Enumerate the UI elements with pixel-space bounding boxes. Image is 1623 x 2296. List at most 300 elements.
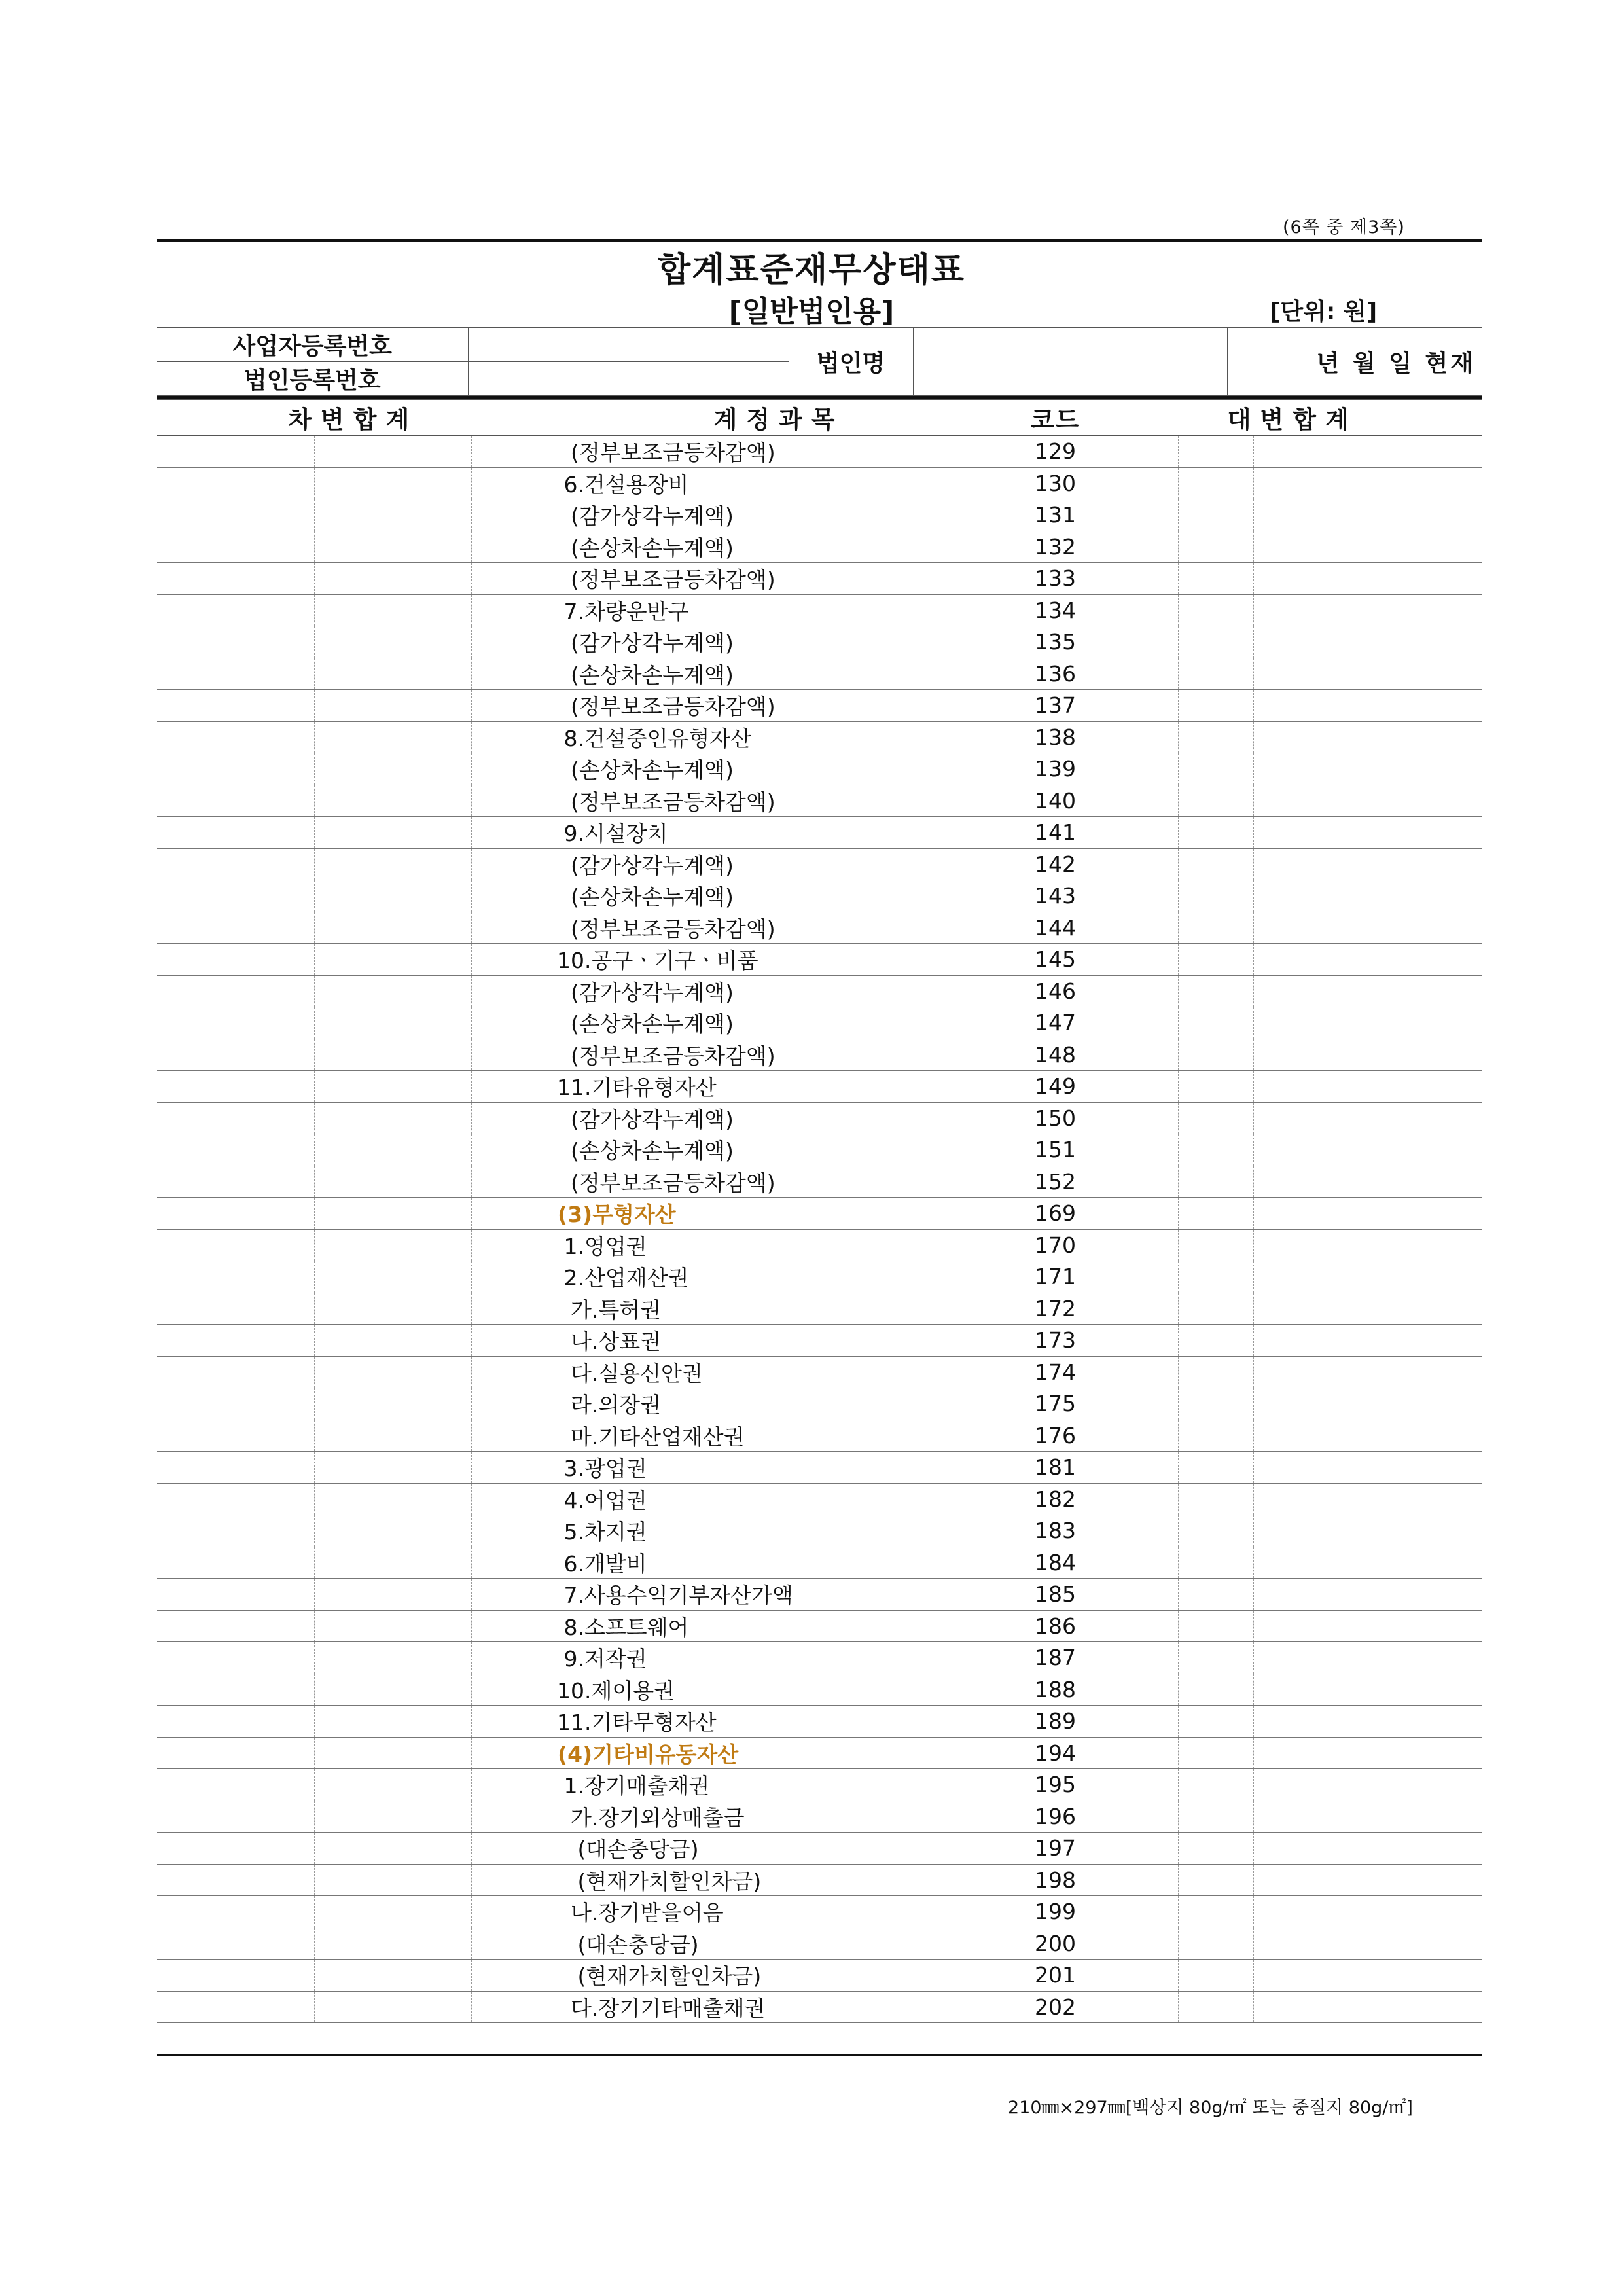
credit-amount-cell[interactable]	[1103, 1864, 1178, 1896]
debit-amount-cell[interactable]	[314, 1325, 393, 1357]
credit-amount-cell[interactable]	[1329, 1769, 1404, 1801]
credit-amount-cell[interactable]	[1178, 880, 1253, 912]
credit-amount-cell[interactable]	[1329, 531, 1404, 563]
credit-amount-cell[interactable]	[1178, 817, 1253, 849]
credit-amount-cell[interactable]	[1253, 594, 1329, 626]
credit-amount-cell[interactable]	[1103, 1642, 1178, 1674]
debit-amount-cell[interactable]	[236, 1960, 314, 1992]
credit-amount-cell[interactable]	[1253, 531, 1329, 563]
debit-amount-cell[interactable]	[471, 1388, 550, 1420]
debit-amount-cell[interactable]	[157, 626, 236, 658]
debit-amount-cell[interactable]	[157, 594, 236, 626]
credit-amount-cell[interactable]	[1404, 1134, 1482, 1166]
credit-amount-cell[interactable]	[1178, 1325, 1253, 1357]
debit-amount-cell[interactable]	[314, 817, 393, 849]
credit-amount-cell[interactable]	[1404, 1610, 1482, 1642]
debit-amount-cell[interactable]	[236, 594, 314, 626]
debit-amount-cell[interactable]	[314, 467, 393, 499]
credit-amount-cell[interactable]	[1329, 1483, 1404, 1515]
credit-amount-cell[interactable]	[1404, 975, 1482, 1007]
debit-amount-cell[interactable]	[314, 1039, 393, 1071]
credit-amount-cell[interactable]	[1178, 785, 1253, 817]
credit-amount-cell[interactable]	[1404, 1420, 1482, 1452]
credit-amount-cell[interactable]	[1404, 436, 1482, 468]
debit-amount-cell[interactable]	[471, 1293, 550, 1325]
debit-amount-cell[interactable]	[236, 1737, 314, 1769]
debit-amount-cell[interactable]	[157, 975, 236, 1007]
debit-amount-cell[interactable]	[471, 563, 550, 595]
credit-amount-cell[interactable]	[1103, 1452, 1178, 1484]
credit-amount-cell[interactable]	[1404, 944, 1482, 976]
credit-amount-cell[interactable]	[1103, 1579, 1178, 1611]
credit-amount-cell[interactable]	[1404, 1801, 1482, 1833]
debit-amount-cell[interactable]	[157, 1166, 236, 1198]
debit-amount-cell[interactable]	[314, 1007, 393, 1039]
credit-amount-cell[interactable]	[1329, 1515, 1404, 1547]
debit-amount-cell[interactable]	[157, 1071, 236, 1103]
credit-amount-cell[interactable]	[1178, 1166, 1253, 1198]
credit-amount-cell[interactable]	[1103, 1991, 1178, 2023]
debit-amount-cell[interactable]	[393, 721, 471, 753]
credit-amount-cell[interactable]	[1253, 1356, 1329, 1388]
debit-amount-cell[interactable]	[236, 1198, 314, 1230]
credit-amount-cell[interactable]	[1253, 436, 1329, 468]
credit-amount-cell[interactable]	[1404, 658, 1482, 690]
credit-amount-cell[interactable]	[1329, 1134, 1404, 1166]
credit-amount-cell[interactable]	[1253, 1388, 1329, 1420]
debit-amount-cell[interactable]	[471, 531, 550, 563]
credit-amount-cell[interactable]	[1253, 1102, 1329, 1134]
debit-amount-cell[interactable]	[314, 1547, 393, 1579]
debit-amount-cell[interactable]	[157, 1706, 236, 1738]
credit-amount-cell[interactable]	[1103, 721, 1178, 753]
credit-amount-cell[interactable]	[1103, 1737, 1178, 1769]
credit-amount-cell[interactable]	[1253, 626, 1329, 658]
debit-amount-cell[interactable]	[236, 1039, 314, 1071]
credit-amount-cell[interactable]	[1103, 1547, 1178, 1579]
credit-amount-cell[interactable]	[1329, 1833, 1404, 1865]
credit-amount-cell[interactable]	[1103, 1896, 1178, 1928]
debit-amount-cell[interactable]	[236, 1991, 314, 2023]
debit-amount-cell[interactable]	[471, 1674, 550, 1706]
credit-amount-cell[interactable]	[1329, 880, 1404, 912]
debit-amount-cell[interactable]	[393, 753, 471, 785]
credit-amount-cell[interactable]	[1253, 1864, 1329, 1896]
credit-amount-cell[interactable]	[1329, 1579, 1404, 1611]
credit-amount-cell[interactable]	[1178, 975, 1253, 1007]
debit-amount-cell[interactable]	[314, 1610, 393, 1642]
debit-amount-cell[interactable]	[393, 975, 471, 1007]
debit-amount-cell[interactable]	[471, 690, 550, 722]
debit-amount-cell[interactable]	[393, 1991, 471, 2023]
credit-amount-cell[interactable]	[1178, 436, 1253, 468]
credit-amount-cell[interactable]	[1404, 1039, 1482, 1071]
debit-amount-cell[interactable]	[157, 1325, 236, 1357]
debit-amount-cell[interactable]	[393, 1166, 471, 1198]
credit-amount-cell[interactable]	[1253, 467, 1329, 499]
debit-amount-cell[interactable]	[236, 1706, 314, 1738]
credit-amount-cell[interactable]	[1404, 817, 1482, 849]
credit-amount-cell[interactable]	[1253, 848, 1329, 880]
credit-amount-cell[interactable]	[1178, 721, 1253, 753]
credit-amount-cell[interactable]	[1253, 1928, 1329, 1960]
debit-amount-cell[interactable]	[236, 1864, 314, 1896]
credit-amount-cell[interactable]	[1178, 626, 1253, 658]
credit-amount-cell[interactable]	[1329, 1071, 1404, 1103]
credit-amount-cell[interactable]	[1178, 1293, 1253, 1325]
credit-amount-cell[interactable]	[1404, 912, 1482, 944]
debit-amount-cell[interactable]	[236, 1388, 314, 1420]
debit-amount-cell[interactable]	[314, 1960, 393, 1992]
credit-amount-cell[interactable]	[1404, 594, 1482, 626]
credit-amount-cell[interactable]	[1103, 467, 1178, 499]
credit-amount-cell[interactable]	[1253, 1071, 1329, 1103]
credit-amount-cell[interactable]	[1178, 1452, 1253, 1484]
debit-amount-cell[interactable]	[471, 1960, 550, 1992]
credit-amount-cell[interactable]	[1178, 1515, 1253, 1547]
credit-amount-cell[interactable]	[1404, 1198, 1482, 1230]
credit-amount-cell[interactable]	[1103, 1610, 1178, 1642]
credit-amount-cell[interactable]	[1253, 880, 1329, 912]
credit-amount-cell[interactable]	[1329, 721, 1404, 753]
credit-amount-cell[interactable]	[1404, 1102, 1482, 1134]
debit-amount-cell[interactable]	[471, 880, 550, 912]
debit-amount-cell[interactable]	[236, 848, 314, 880]
credit-amount-cell[interactable]	[1103, 499, 1178, 531]
debit-amount-cell[interactable]	[314, 1991, 393, 2023]
debit-amount-cell[interactable]	[157, 944, 236, 976]
debit-amount-cell[interactable]	[393, 912, 471, 944]
debit-amount-cell[interactable]	[157, 1674, 236, 1706]
debit-amount-cell[interactable]	[314, 880, 393, 912]
debit-amount-cell[interactable]	[314, 1706, 393, 1738]
debit-amount-cell[interactable]	[314, 436, 393, 468]
credit-amount-cell[interactable]	[1329, 1737, 1404, 1769]
debit-amount-cell[interactable]	[314, 563, 393, 595]
credit-amount-cell[interactable]	[1329, 626, 1404, 658]
credit-amount-cell[interactable]	[1103, 594, 1178, 626]
credit-amount-cell[interactable]	[1329, 1452, 1404, 1484]
credit-amount-cell[interactable]	[1253, 912, 1329, 944]
credit-amount-cell[interactable]	[1178, 1356, 1253, 1388]
credit-amount-cell[interactable]	[1253, 1706, 1329, 1738]
debit-amount-cell[interactable]	[314, 1420, 393, 1452]
credit-amount-cell[interactable]	[1178, 753, 1253, 785]
debit-amount-cell[interactable]	[393, 658, 471, 690]
debit-amount-cell[interactable]	[314, 721, 393, 753]
debit-amount-cell[interactable]	[314, 1229, 393, 1261]
debit-amount-cell[interactable]	[236, 1261, 314, 1293]
credit-amount-cell[interactable]	[1178, 594, 1253, 626]
credit-amount-cell[interactable]	[1178, 1102, 1253, 1134]
debit-amount-cell[interactable]	[471, 658, 550, 690]
credit-amount-cell[interactable]	[1329, 436, 1404, 468]
debit-amount-cell[interactable]	[157, 1896, 236, 1928]
debit-amount-cell[interactable]	[157, 1039, 236, 1071]
debit-amount-cell[interactable]	[157, 467, 236, 499]
debit-amount-cell[interactable]	[471, 1261, 550, 1293]
debit-amount-cell[interactable]	[314, 1801, 393, 1833]
debit-amount-cell[interactable]	[471, 753, 550, 785]
corp-name-input[interactable]	[913, 328, 1227, 396]
credit-amount-cell[interactable]	[1404, 1007, 1482, 1039]
credit-amount-cell[interactable]	[1329, 944, 1404, 976]
credit-amount-cell[interactable]	[1178, 1198, 1253, 1230]
credit-amount-cell[interactable]	[1404, 1515, 1482, 1547]
credit-amount-cell[interactable]	[1404, 1991, 1482, 2023]
debit-amount-cell[interactable]	[471, 1198, 550, 1230]
debit-amount-cell[interactable]	[393, 1706, 471, 1738]
debit-amount-cell[interactable]	[314, 1579, 393, 1611]
credit-amount-cell[interactable]	[1178, 1737, 1253, 1769]
credit-amount-cell[interactable]	[1178, 563, 1253, 595]
credit-amount-cell[interactable]	[1404, 499, 1482, 531]
credit-amount-cell[interactable]	[1253, 1960, 1329, 1992]
debit-amount-cell[interactable]	[393, 499, 471, 531]
credit-amount-cell[interactable]	[1103, 658, 1178, 690]
debit-amount-cell[interactable]	[314, 944, 393, 976]
credit-amount-cell[interactable]	[1404, 721, 1482, 753]
debit-amount-cell[interactable]	[471, 1007, 550, 1039]
debit-amount-cell[interactable]	[236, 467, 314, 499]
debit-amount-cell[interactable]	[157, 785, 236, 817]
debit-amount-cell[interactable]	[471, 848, 550, 880]
credit-amount-cell[interactable]	[1404, 1388, 1482, 1420]
debit-amount-cell[interactable]	[314, 658, 393, 690]
debit-amount-cell[interactable]	[393, 880, 471, 912]
credit-amount-cell[interactable]	[1178, 1833, 1253, 1865]
credit-amount-cell[interactable]	[1103, 1833, 1178, 1865]
credit-amount-cell[interactable]	[1178, 1706, 1253, 1738]
credit-amount-cell[interactable]	[1253, 1261, 1329, 1293]
credit-amount-cell[interactable]	[1329, 1896, 1404, 1928]
credit-amount-cell[interactable]	[1103, 975, 1178, 1007]
credit-amount-cell[interactable]	[1253, 1039, 1329, 1071]
credit-amount-cell[interactable]	[1103, 1801, 1178, 1833]
credit-amount-cell[interactable]	[1329, 1293, 1404, 1325]
corp-reg-input[interactable]	[468, 362, 789, 396]
credit-amount-cell[interactable]	[1329, 1261, 1404, 1293]
credit-amount-cell[interactable]	[1178, 1547, 1253, 1579]
debit-amount-cell[interactable]	[157, 1960, 236, 1992]
credit-amount-cell[interactable]	[1404, 1737, 1482, 1769]
credit-amount-cell[interactable]	[1404, 626, 1482, 658]
credit-amount-cell[interactable]	[1404, 1229, 1482, 1261]
debit-amount-cell[interactable]	[157, 817, 236, 849]
debit-amount-cell[interactable]	[393, 467, 471, 499]
debit-amount-cell[interactable]	[314, 1134, 393, 1166]
debit-amount-cell[interactable]	[157, 499, 236, 531]
credit-amount-cell[interactable]	[1404, 753, 1482, 785]
credit-amount-cell[interactable]	[1253, 817, 1329, 849]
debit-amount-cell[interactable]	[157, 436, 236, 468]
credit-amount-cell[interactable]	[1404, 1928, 1482, 1960]
debit-amount-cell[interactable]	[471, 1737, 550, 1769]
credit-amount-cell[interactable]	[1253, 721, 1329, 753]
debit-amount-cell[interactable]	[314, 975, 393, 1007]
debit-amount-cell[interactable]	[236, 436, 314, 468]
biz-reg-input[interactable]	[468, 328, 789, 362]
debit-amount-cell[interactable]	[314, 848, 393, 880]
credit-amount-cell[interactable]	[1103, 1071, 1178, 1103]
debit-amount-cell[interactable]	[236, 1547, 314, 1579]
debit-amount-cell[interactable]	[471, 1991, 550, 2023]
credit-amount-cell[interactable]	[1404, 1547, 1482, 1579]
credit-amount-cell[interactable]	[1178, 1642, 1253, 1674]
debit-amount-cell[interactable]	[393, 1864, 471, 1896]
credit-amount-cell[interactable]	[1178, 1229, 1253, 1261]
credit-amount-cell[interactable]	[1329, 1674, 1404, 1706]
debit-amount-cell[interactable]	[314, 1102, 393, 1134]
debit-amount-cell[interactable]	[157, 1547, 236, 1579]
credit-amount-cell[interactable]	[1329, 1007, 1404, 1039]
debit-amount-cell[interactable]	[157, 1293, 236, 1325]
credit-amount-cell[interactable]	[1103, 563, 1178, 595]
debit-amount-cell[interactable]	[471, 1896, 550, 1928]
credit-amount-cell[interactable]	[1178, 1960, 1253, 1992]
credit-amount-cell[interactable]	[1329, 1420, 1404, 1452]
credit-amount-cell[interactable]	[1103, 1515, 1178, 1547]
debit-amount-cell[interactable]	[236, 1896, 314, 1928]
debit-amount-cell[interactable]	[236, 1801, 314, 1833]
debit-amount-cell[interactable]	[157, 1420, 236, 1452]
credit-amount-cell[interactable]	[1103, 1420, 1178, 1452]
credit-amount-cell[interactable]	[1103, 531, 1178, 563]
credit-amount-cell[interactable]	[1404, 1325, 1482, 1357]
credit-amount-cell[interactable]	[1404, 1356, 1482, 1388]
credit-amount-cell[interactable]	[1178, 944, 1253, 976]
credit-amount-cell[interactable]	[1404, 1706, 1482, 1738]
debit-amount-cell[interactable]	[393, 1420, 471, 1452]
debit-amount-cell[interactable]	[314, 1388, 393, 1420]
debit-amount-cell[interactable]	[393, 1801, 471, 1833]
debit-amount-cell[interactable]	[471, 1579, 550, 1611]
debit-amount-cell[interactable]	[471, 1420, 550, 1452]
credit-amount-cell[interactable]	[1253, 1007, 1329, 1039]
debit-amount-cell[interactable]	[471, 1483, 550, 1515]
debit-amount-cell[interactable]	[236, 817, 314, 849]
debit-amount-cell[interactable]	[236, 721, 314, 753]
debit-amount-cell[interactable]	[314, 594, 393, 626]
credit-amount-cell[interactable]	[1103, 880, 1178, 912]
debit-amount-cell[interactable]	[393, 1833, 471, 1865]
debit-amount-cell[interactable]	[471, 1071, 550, 1103]
debit-amount-cell[interactable]	[393, 1547, 471, 1579]
debit-amount-cell[interactable]	[236, 1134, 314, 1166]
credit-amount-cell[interactable]	[1103, 1325, 1178, 1357]
debit-amount-cell[interactable]	[471, 499, 550, 531]
credit-amount-cell[interactable]	[1178, 1039, 1253, 1071]
credit-amount-cell[interactable]	[1404, 1833, 1482, 1865]
credit-amount-cell[interactable]	[1404, 1071, 1482, 1103]
debit-amount-cell[interactable]	[471, 436, 550, 468]
credit-amount-cell[interactable]	[1178, 1134, 1253, 1166]
credit-amount-cell[interactable]	[1404, 1293, 1482, 1325]
debit-amount-cell[interactable]	[393, 1356, 471, 1388]
credit-amount-cell[interactable]	[1253, 1737, 1329, 1769]
debit-amount-cell[interactable]	[236, 1356, 314, 1388]
credit-amount-cell[interactable]	[1253, 1991, 1329, 2023]
credit-amount-cell[interactable]	[1178, 1896, 1253, 1928]
credit-amount-cell[interactable]	[1329, 1928, 1404, 1960]
debit-amount-cell[interactable]	[314, 1896, 393, 1928]
debit-amount-cell[interactable]	[393, 944, 471, 976]
debit-amount-cell[interactable]	[471, 975, 550, 1007]
debit-amount-cell[interactable]	[157, 1610, 236, 1642]
debit-amount-cell[interactable]	[393, 1769, 471, 1801]
debit-amount-cell[interactable]	[236, 1452, 314, 1484]
credit-amount-cell[interactable]	[1253, 1452, 1329, 1484]
credit-amount-cell[interactable]	[1103, 626, 1178, 658]
credit-amount-cell[interactable]	[1253, 1769, 1329, 1801]
debit-amount-cell[interactable]	[393, 1261, 471, 1293]
credit-amount-cell[interactable]	[1329, 1642, 1404, 1674]
debit-amount-cell[interactable]	[236, 1515, 314, 1547]
credit-amount-cell[interactable]	[1178, 1991, 1253, 2023]
credit-amount-cell[interactable]	[1103, 1102, 1178, 1134]
debit-amount-cell[interactable]	[314, 912, 393, 944]
credit-amount-cell[interactable]	[1178, 467, 1253, 499]
debit-amount-cell[interactable]	[471, 1928, 550, 1960]
debit-amount-cell[interactable]	[393, 1579, 471, 1611]
debit-amount-cell[interactable]	[157, 1007, 236, 1039]
debit-amount-cell[interactable]	[314, 499, 393, 531]
debit-amount-cell[interactable]	[471, 721, 550, 753]
debit-amount-cell[interactable]	[157, 848, 236, 880]
debit-amount-cell[interactable]	[157, 563, 236, 595]
debit-amount-cell[interactable]	[471, 1642, 550, 1674]
debit-amount-cell[interactable]	[236, 690, 314, 722]
debit-amount-cell[interactable]	[157, 1642, 236, 1674]
credit-amount-cell[interactable]	[1178, 1007, 1253, 1039]
credit-amount-cell[interactable]	[1178, 912, 1253, 944]
credit-amount-cell[interactable]	[1404, 1642, 1482, 1674]
debit-amount-cell[interactable]	[471, 1102, 550, 1134]
credit-amount-cell[interactable]	[1329, 1547, 1404, 1579]
credit-amount-cell[interactable]	[1103, 436, 1178, 468]
credit-amount-cell[interactable]	[1404, 467, 1482, 499]
credit-amount-cell[interactable]	[1103, 1706, 1178, 1738]
debit-amount-cell[interactable]	[236, 1071, 314, 1103]
debit-amount-cell[interactable]	[157, 1515, 236, 1547]
credit-amount-cell[interactable]	[1329, 785, 1404, 817]
credit-amount-cell[interactable]	[1404, 1579, 1482, 1611]
debit-amount-cell[interactable]	[236, 785, 314, 817]
debit-amount-cell[interactable]	[314, 1071, 393, 1103]
credit-amount-cell[interactable]	[1253, 1674, 1329, 1706]
debit-amount-cell[interactable]	[157, 1483, 236, 1515]
debit-amount-cell[interactable]	[393, 1325, 471, 1357]
debit-amount-cell[interactable]	[157, 1198, 236, 1230]
credit-amount-cell[interactable]	[1329, 1864, 1404, 1896]
credit-amount-cell[interactable]	[1253, 1483, 1329, 1515]
debit-amount-cell[interactable]	[393, 1674, 471, 1706]
credit-amount-cell[interactable]	[1329, 1229, 1404, 1261]
credit-amount-cell[interactable]	[1253, 1198, 1329, 1230]
debit-amount-cell[interactable]	[236, 626, 314, 658]
credit-amount-cell[interactable]	[1329, 1198, 1404, 1230]
credit-amount-cell[interactable]	[1103, 1356, 1178, 1388]
debit-amount-cell[interactable]	[471, 1706, 550, 1738]
credit-amount-cell[interactable]	[1329, 1356, 1404, 1388]
credit-amount-cell[interactable]	[1253, 975, 1329, 1007]
credit-amount-cell[interactable]	[1103, 1039, 1178, 1071]
debit-amount-cell[interactable]	[236, 975, 314, 1007]
debit-amount-cell[interactable]	[471, 1166, 550, 1198]
debit-amount-cell[interactable]	[471, 1229, 550, 1261]
debit-amount-cell[interactable]	[393, 1102, 471, 1134]
credit-amount-cell[interactable]	[1178, 1769, 1253, 1801]
